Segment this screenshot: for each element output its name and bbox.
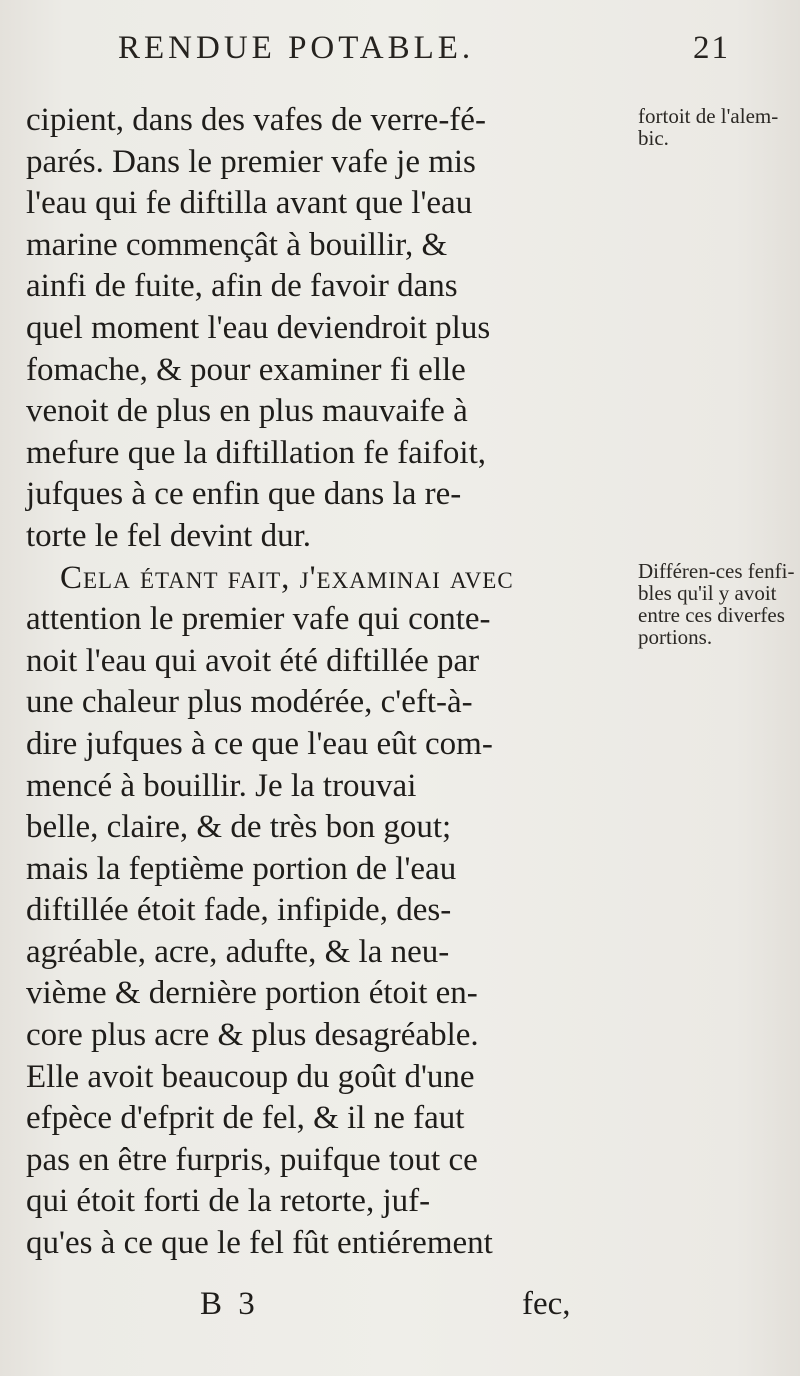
main-text-block [26, 100, 626, 1265]
running-header [118, 30, 730, 67]
text-line: diftillée étoit fade, infipide, des- [26, 892, 452, 929]
catchword: fec, [522, 1286, 571, 1322]
signature-mark: B 3 [200, 1286, 259, 1322]
text-line: core plus acre & plus desagréable. [26, 1017, 479, 1054]
text-line: parés. Dans le premier vafe je mis [26, 143, 476, 180]
text-line: noit l'eau qui avoit été diftillée par [26, 642, 480, 679]
text-line: une chaleur plus modérée, c'eft-à- [26, 684, 473, 721]
running-title: RENDUE POTABLE. [118, 30, 475, 66]
margin-note: fortoit de l'alem-bic. [638, 104, 779, 150]
margin-note: Différen-ces fenfi-bles qu'il y avoit entre ces diverfes portions. [638, 559, 795, 649]
text-line: cipient, dans des vafes de verre-fé- [26, 102, 486, 138]
text-line: ainfi de fuite, afin de favoir dans [26, 268, 458, 305]
text-line: l'eau qui fe diftilla avant que l'eau [26, 185, 473, 222]
text-line: qu'es à ce que le fel fût entiérement [26, 1225, 493, 1262]
text-line: efpèce d'efprit de fel, & il ne faut [26, 1100, 465, 1137]
text-line: jufques à ce enfin que dans la re- [26, 476, 462, 513]
text-line: vième & dernière portion étoit en- [26, 975, 478, 1012]
page-footer [0, 1286, 800, 1328]
text-line: attention le premier vafe qui conte- [26, 601, 491, 638]
text-line: marine commençât à bouillir, & [26, 226, 448, 263]
text-line: dire jufques à ce que l'eau eût com- [26, 725, 493, 762]
text-line: venoit de plus en plus mauvaife à [26, 393, 468, 430]
text-line: fomache, & pour examiner fi elle [26, 351, 466, 388]
paragraph-start-line: Cela étant fait, j'examinai avec [60, 559, 514, 596]
text-line: qui étoit forti de la retorte, juf- [26, 1183, 431, 1220]
text-line: quel moment l'eau deviendroit plus [26, 309, 491, 346]
text-line: agréable, acre, adufte, & la neu- [26, 933, 450, 970]
page-number: 21 [693, 30, 730, 66]
text-line: mais la feptième portion de l'eau [26, 850, 457, 887]
text-line: pas en être furpris, puifque tout ce [26, 1141, 478, 1178]
text-line: mencé à bouillir. Je la trouvai [26, 767, 417, 804]
text-line: Elle avoit beaucoup du goût d'une [26, 1058, 475, 1095]
text-line: torte le fel devint dur. [26, 517, 311, 554]
text-line: mefure que la diftillation fe faifoit, [26, 434, 486, 471]
text-line: belle, claire, & de très bon gout; [26, 809, 452, 846]
